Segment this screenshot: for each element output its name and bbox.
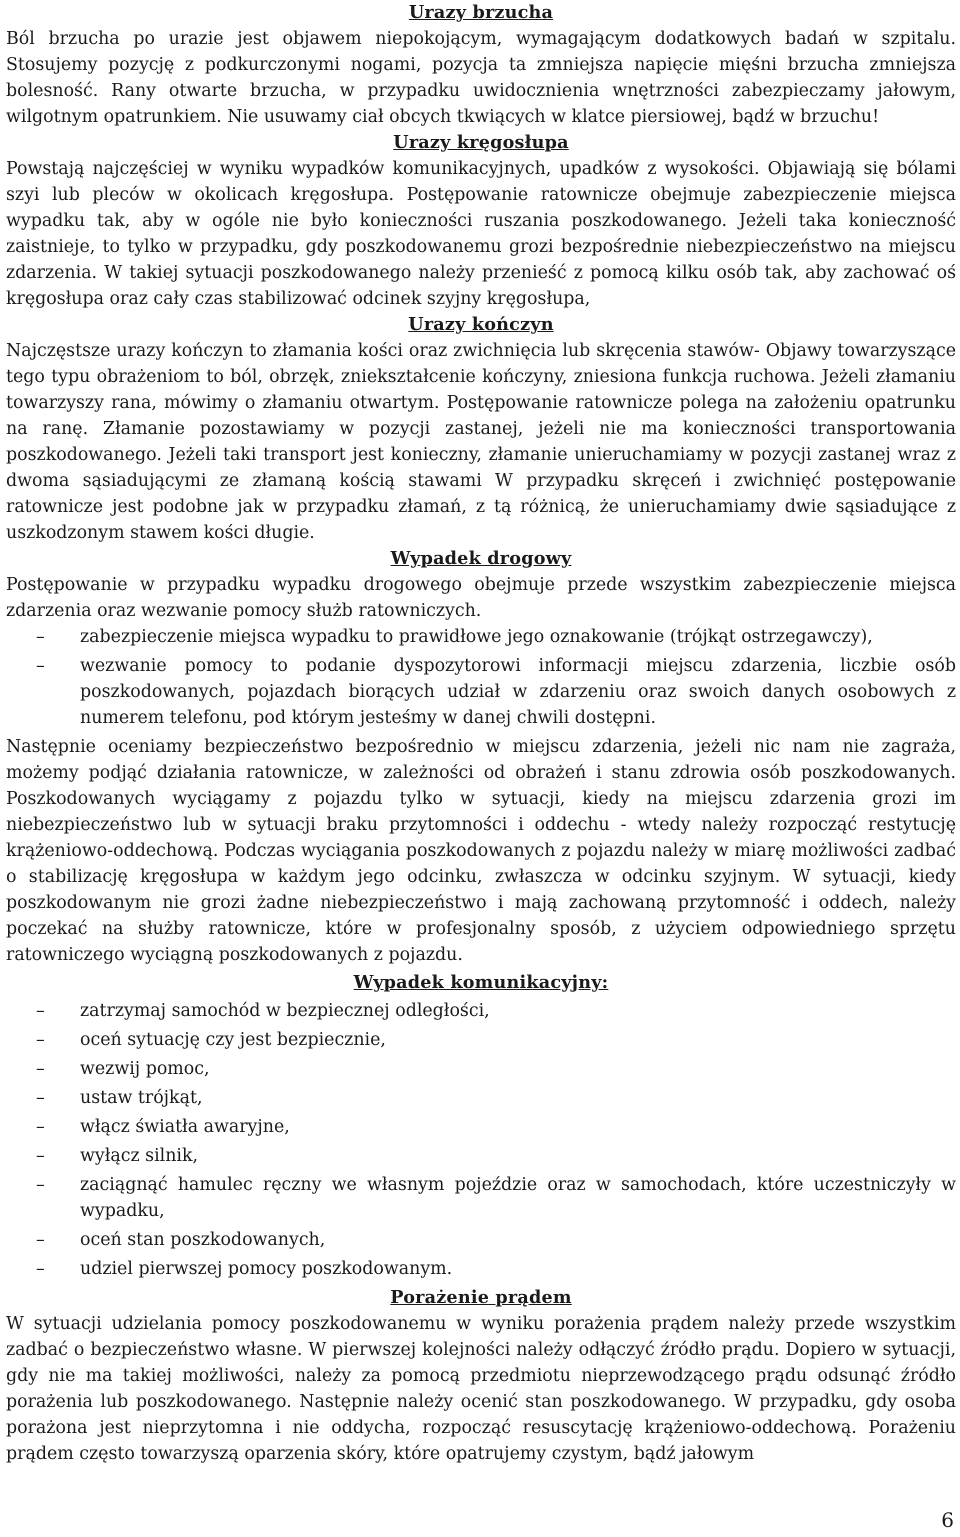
section-heading-porazenie-pradem: Porażenie prądem [390,1287,572,1308]
list-item: – zabezpieczenie miejsca wypadku to prawidłowe jego oznakowanie (trójkąt ostrzegawczy), [80,624,956,650]
list-item: – wezwanie pomocy to podanie dyspozytorowi informacji miejscu zdarzenia, liczbie osób poszkodowanych, pojazdach biorących udział w zdarzeniu oraz swoich danych osobowych z numerem telefonu, pod którym jesteśmy w danej chwili dostępni. [80,653,956,731]
list-item: – zatrzymaj samochód w bezpiecznej odległości, [80,998,956,1024]
section-heading-urazy-konczyn: Urazy kończyn [408,314,554,335]
section-heading-wypadek-komunikacyjny: Wypadek komunikacyjny: [353,972,609,993]
paragraph: Najczęstsze urazy kończyn to złamania kości oraz zwichnięcia lub skręcenia stawów- Objawy towarzyszące tego typu obrażeniom to ból, obrzęk, zniekształcenie kończyny, zniesiona funkcja ruchowa. Jeżeli złamaniu towarzyszy rana, mówimy o złamaniu otwartym. Postępowanie ratownicze polega na założeniu opatrunku na ranę. Złamanie pozostawiamy w pozycji zastanej, jeżeli nie ma konieczności transportowania poszkodowanego. Jeżeli taki transport jest konieczny, złamanie unieruchamiamy w pozycji zastanej wraz z dwoma sąsiadującymi ze złamaną kością stawami W przypadku skręceń i zwichnięć postępowanie ratownicze jest podobne jak w przypadku złamań, z tą różnicą, że unieruchamiamy dwie sąsiadujące z uszkodzonym stawem kości długie. [6,341,956,543]
section-heading-wypadek-drogowy: Wypadek drogowy [390,548,572,569]
paragraph: Postępowanie w przypadku wypadku drogowego obejmuje przede wszystkim zabezpieczenie miejsca zdarzenia oraz wezwanie pomocy służb ratowniczych. [6,575,956,621]
list-item: – oceń sytuację czy jest bezpiecznie, [80,1027,956,1053]
paragraph: Następnie oceniamy bezpieczeństwo bezpośrednio w miejscu zdarzenia, jeżeli nic nam nie zagraża, możemy podjąć działania ratownicze, w zależności od obrażeń i stanu zdrowia osób poszkodowanych. Poszkodowanych wyciągamy z pojazdu tylko w sytuacji, kiedy na miejscu zdarzenia grozi im niebezpieczeństwo lub w sytuacji braku przytomności i oddechu - wtedy należy rozpocząć restytucję krążeniowo-oddechową. Podczas wyciągania poszkodowanych z pojazdu należy w miarę możliwości zadbać o stabilizację kręgosłupa w każdym jego odcinku, zwłaszcza w odcinku szyjnym. W sytuacji, kiedy poszkodowanym nie grozi żadne niebezpieczeństwo i mają zachowaną przytomność i oddech, należy poczekać na służby ratownicze, które w profesjonalny sposób, z użyciem odpowiedniego sprzętu ratowniczego wyciągną poszkodowanych z pojazdu. [6,737,956,965]
list-item: – wezwij pomoc, [80,1056,956,1082]
list-item: – wyłącz silnik, [80,1143,956,1169]
dash-list [6,998,956,1282]
list-item: – ustaw trójkąt, [80,1085,956,1111]
paragraph: Powstają najczęściej w wyniku wypadków komunikacyjnych, upadków z wysokości. Objawiają się bólami szyi lub pleców w okolicach kręgosłupa. Postępowanie ratownicze obejmuje zabezpieczenie miejsca wypadku tak, aby w ogóle nie było konieczności ruszania poszkodowanego. Jeżeli taka konieczność zaistnieje, to tylko w przypadku, gdy poszkodowanemu grozi bezpośrednie niebezpieczeństwo na miejscu zdarzenia. W takiej sytuacji poszkodowanego należy przenieść z pomocą kilku osób tak, aby zachować oś kręgosłupa oraz cały czas stabilizować odcinek szyjny kręgosłupa, [6,159,956,309]
section-heading-urazy-kregoslupa: Urazy kręgosłupa [393,132,569,153]
list-item: – zaciągnąć hamulec ręczny we własnym pojeździe oraz w samochodach, które uczestniczyły w wypadku, [80,1172,956,1224]
document-body [6,0,956,1467]
paragraph: W sytuacji udzielania pomocy poszkodowanemu w wyniku porażenia prądem należy przede wszystkim zadbać o bezpieczeństwo własne. W pierwszej kolejności należy odłączyć źródło prądu. Dopiero w sytuacji, gdy nie ma takiej możliwości, należy za pomocą przedmiotu nieprzewodzącego prądu odsunąć źródło porażenia lub poszkodowanego. Następnie należy ocenić stan poszkodowanego. W przypadku, gdy osoba porażona jest nieprzytomna i nie oddycha, rozpocząć resuscytację krążeniowo-oddechową. Porażeniu prądem często towarzyszą oparzenia skóry, które opatrujemy czystym, bądź jałowym [6,1314,956,1464]
page-number: 6 [941,1508,954,1532]
list-item: – oceń stan poszkodowanych, [80,1227,956,1253]
section-heading-urazy-brzucha: Urazy brzucha [408,2,554,23]
paragraph: Ból brzucha po urazie jest objawem niepokojącym, wymagającym dodatkowych badań w szpitalu. Stosujemy pozycję z podkurczonymi nogami, pozycja ta zmniejsza napięcie mięśni brzucha zmniejsza bolesność. Rany otwarte brzucha, w przypadku uwidocznienia wnętrzności zabezpieczamy jałowym, wilgotnym opatrunkiem. Nie usuwamy ciał obcych tkwiących w klatce piersiowej, bądź w brzuchu! [6,29,956,127]
list-item: – udziel pierwszej pomocy poszkodowanym. [80,1256,956,1282]
list-item: – włącz światła awaryjne, [80,1114,956,1140]
dash-list [6,624,956,731]
